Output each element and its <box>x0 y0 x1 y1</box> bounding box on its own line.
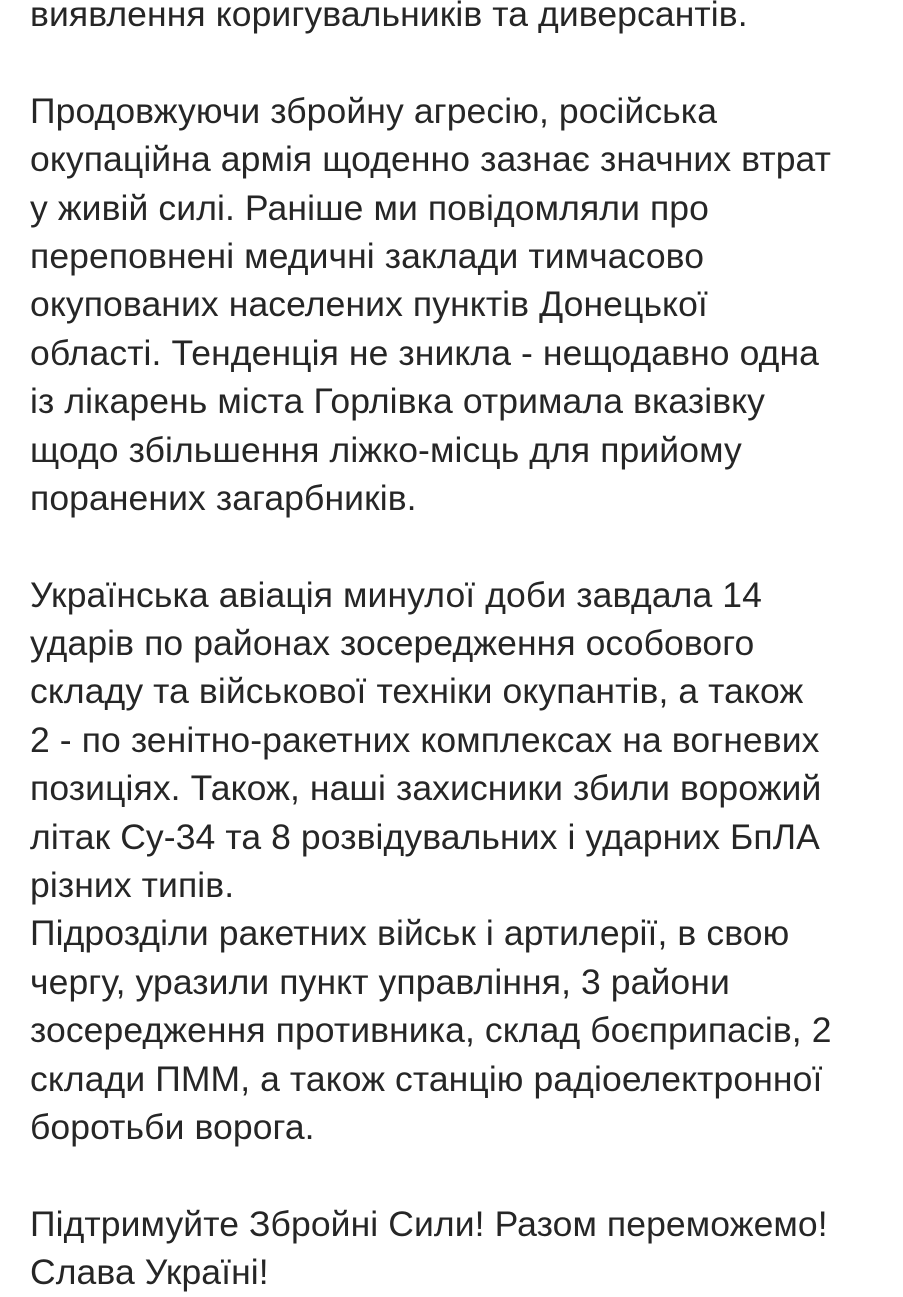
text-line: 2 - по зенітно-ракетних комплексах на вогневих <box>30 719 820 760</box>
text-line: складу та військової техніки окупантів, а також <box>30 671 804 712</box>
text-line: позиціях. Також, наші захисники збили ворожий <box>30 768 822 809</box>
text-line: зосередження противника, склад боєприпасів, 2 <box>30 1010 832 1051</box>
paragraph <box>30 0 890 38</box>
text-line: області. Тенденція не зникла - нещодавно одна <box>30 332 820 373</box>
paragraph <box>30 571 890 1152</box>
paragraph <box>30 87 890 523</box>
text-line: переповнені медичні заклади тимчасово <box>30 235 705 276</box>
text-line: поранених загарбників. <box>30 477 417 518</box>
paragraph-gap <box>30 522 890 570</box>
text-line: окупаційна армія щоденно зазнає значних втрат <box>30 139 831 180</box>
text-line: Продовжуючи збройну агресію, російська <box>30 90 718 131</box>
text-line: Українська авіація минулої доби завдала 14 <box>30 574 762 615</box>
text-line: щодо збільшення ліжко-місць для прийому <box>30 429 742 470</box>
text-line: у живій силі. Раніше ми повідомляли про <box>30 187 709 228</box>
paragraph <box>30 1200 890 1297</box>
text-line: ударів по районах зосередження особового <box>30 623 755 664</box>
text-line: літак Су-34 та 8 розвідувальних і ударних БпЛА <box>30 816 820 857</box>
text-line: Підтримуйте Збройні Сили! Разом переможемо! <box>30 1203 828 1244</box>
text-line: чергу, уразили пункт управління, 3 райони <box>30 961 730 1002</box>
message-text <box>30 0 890 1297</box>
text-line: виявлення коригувальників та диверсантів. <box>30 0 748 34</box>
text-line: боротьби ворога. <box>30 1106 315 1147</box>
text-line: окупованих населених пунктів Донецької <box>30 284 708 325</box>
text-line: Слава Україні! <box>30 1252 269 1293</box>
paragraph-gap <box>30 1151 890 1199</box>
paragraph-gap <box>30 38 890 86</box>
text-line: Підрозділи ракетних військ і артилерії, в свою <box>30 913 790 954</box>
text-line: різних типів. <box>30 865 235 906</box>
text-line: із лікарень міста Горлівка отримала вказівку <box>30 381 766 422</box>
text-line: склади ПММ, а також станцію радіоелектронної <box>30 1058 823 1099</box>
